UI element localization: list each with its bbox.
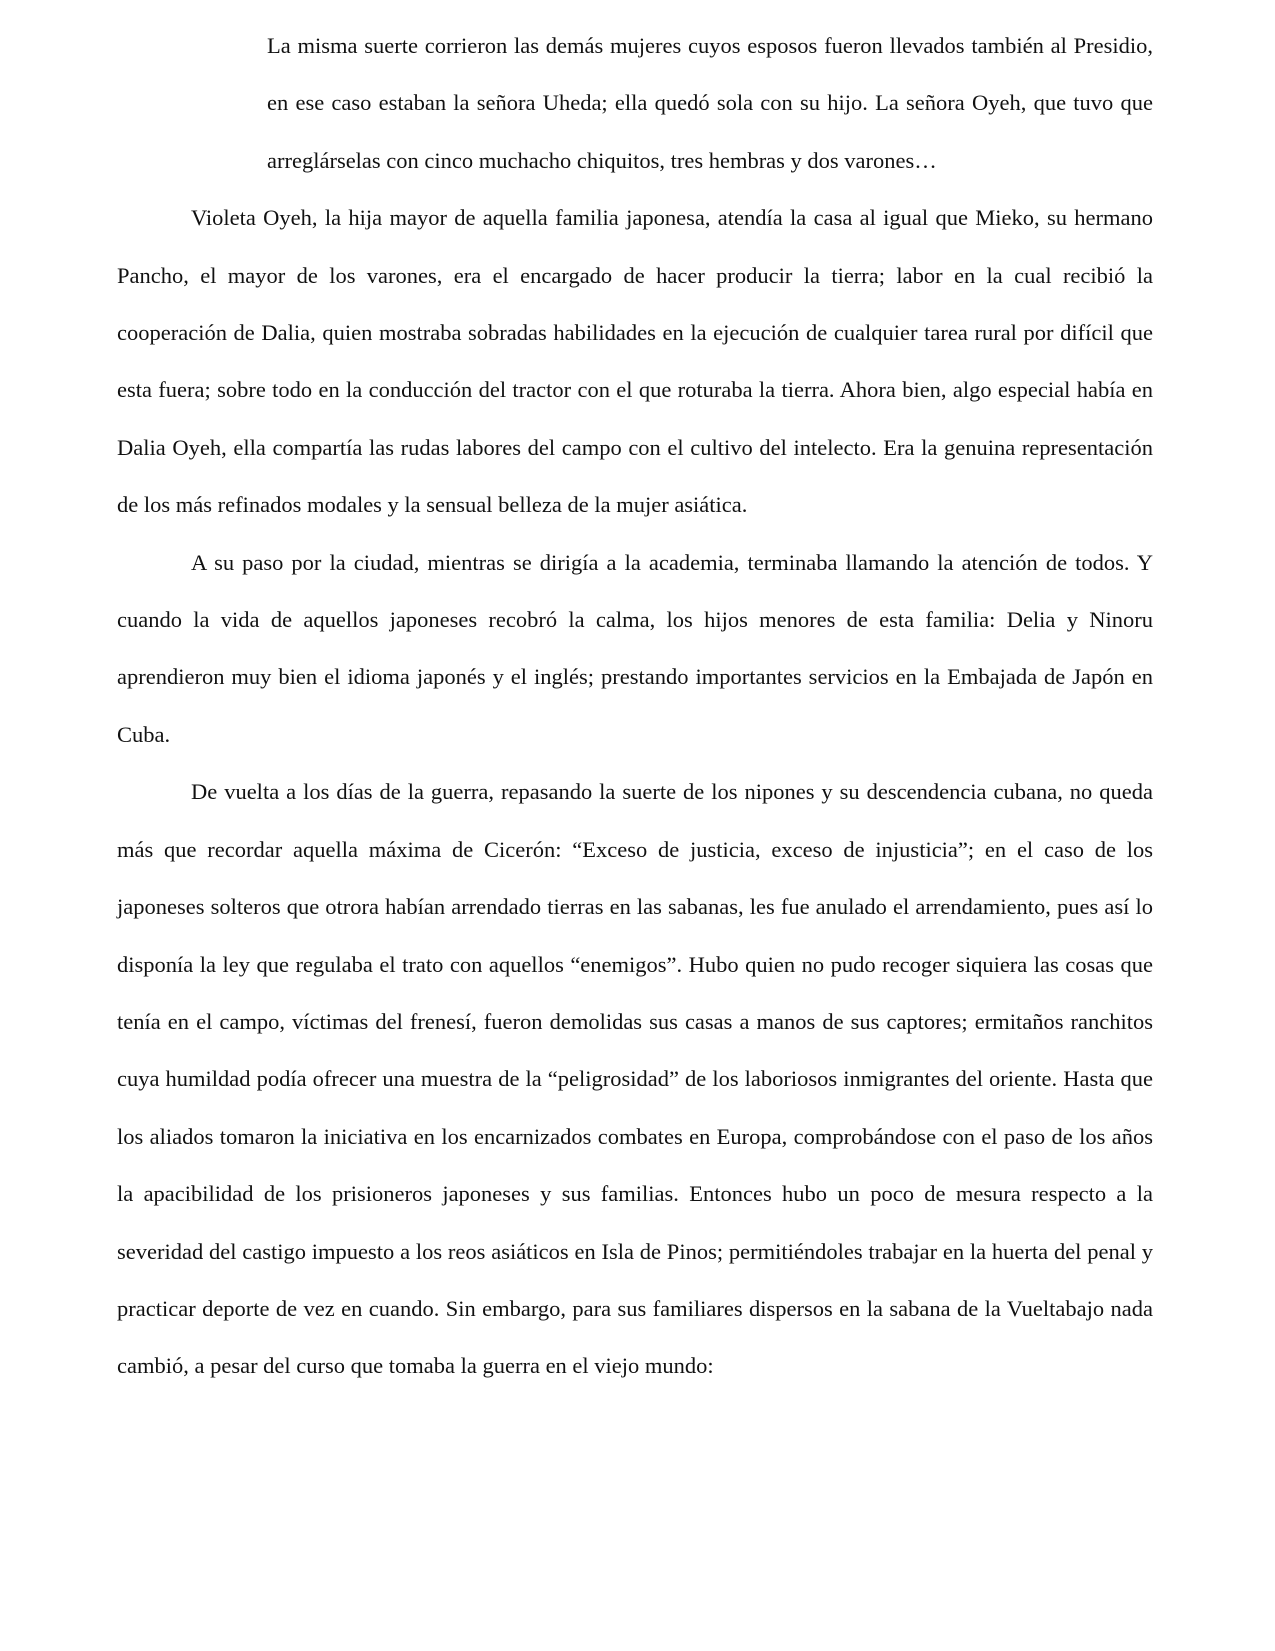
paragraph-2: A su paso por la ciudad, mientras se dirigía a la academia, terminaba llamando la atención de todos. Y cuando la vida de aquellos japoneses recobró la calma, los hijos menores de esta familia: Delia y Ninoru aprendieron muy bien el idioma japonés y el inglés; prestando importantes servicios en la Embajada de Japón en Cuba.	[117, 549, 1153, 747]
paragraph-1: Violeta Oyeh, la hija mayor de aquella familia japonesa, atendía la casa al igual que Mieko, su hermano Pancho, el mayor de los varones, era el encargado de hacer producir la tierra; labor en la cual recibió la cooperación de Dalia, quien mostraba sobradas habilidades en la ejecución de cualquier tarea rural por difícil que esta fuera; sobre todo en la conducción del tractor con el que roturaba la tierra. Ahora bien, algo especial había en Dalia Oyeh, ella compartía las rudas labores del campo con el cultivo del intelecto. Era la genuina representación de los más refinados modales y la sensual belleza de la mujer asiática.	[117, 205, 1153, 518]
block-quote: La misma suerte corrieron las demás mujeres cuyos esposos fueron llevados también al Presidio, en ese caso estaban la señora Uheda; ella quedó sola con su hijo. La señora Oyeh, que tuvo que arreglárselas con cinco muchacho chiquitos, tres hembras y dos varones…	[267, 33, 1153, 173]
paragraph-3: De vuelta a los días de la guerra, repasando la suerte de los nipones y su descendencia cubana, no queda más que recordar aquella máxima de Cicerón: “Exceso de justicia, exceso de injusticia”; en el caso de los japoneses solteros que otrora habían arrendado tierras en las sabanas, les fue anulado el arrendamiento, pues así lo disponía la ley que regulaba el trato con aquellos “enemigos”. Hubo quien no pudo recoger siquiera las cosas que tenía en el campo, víctimas del frenesí, fueron demolidas sus casas a manos de sus captores; ermitaños ranchitos cuya humildad podía ofrecer una muestra de la “peligrosidad” de los laboriosos inmigrantes del oriente. Hasta que los aliados tomaron la iniciativa en los encarnizados combates en Europa, comprobándose con el paso de los años la apacibilidad de los prisioneros japoneses y sus familias. Entonces hubo un poco de mesura respecto a la severidad del castigo impuesto a los reos asiáticos en Isla de Pinos; permitiéndoles trabajar en la huerta del penal y practicar deporte de vez en cuando. Sin embargo, para sus familiares dispersos en la sabana de la Vueltabajo nada cambió, a pesar del curso que tomaba la guerra en el viejo mundo:	[117, 779, 1153, 1379]
document-body	[117, 17, 1153, 1395]
